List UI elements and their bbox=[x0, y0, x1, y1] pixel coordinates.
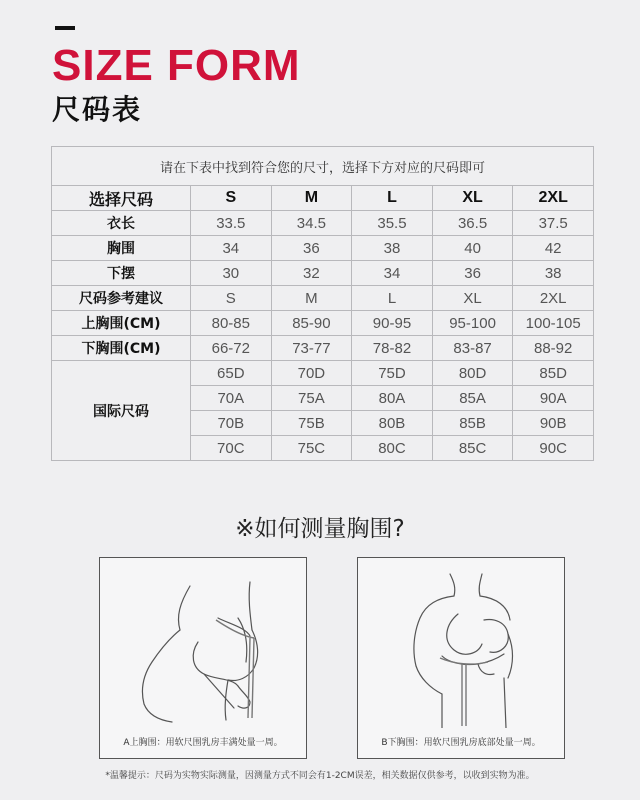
table-cell: 80C bbox=[352, 436, 433, 461]
table-cell: 70B bbox=[191, 411, 272, 436]
page-title-cn: 尺码表 bbox=[52, 93, 143, 126]
table-row bbox=[52, 336, 594, 361]
lower-bust-illustration-panel bbox=[357, 557, 565, 759]
table-cell: 80D bbox=[432, 361, 513, 386]
row-label: 下胸围(CM) bbox=[52, 336, 191, 361]
table-cell: 37.5 bbox=[513, 211, 594, 236]
row-label: 上胸围(CM) bbox=[52, 311, 191, 336]
lower-bust-caption: B下胸围：用软尺围乳房底部处量一周。 bbox=[381, 738, 541, 748]
table-cell: S bbox=[191, 286, 272, 311]
size-header-row bbox=[52, 186, 594, 211]
table-row bbox=[52, 311, 594, 336]
table-cell: 95-100 bbox=[432, 311, 513, 336]
table-cell: 90B bbox=[513, 411, 594, 436]
table-cell: 32 bbox=[271, 261, 352, 286]
table-cell: 38 bbox=[513, 261, 594, 286]
notice-row bbox=[52, 147, 594, 186]
size-header-cell: L bbox=[352, 186, 433, 211]
table-cell: 35.5 bbox=[352, 211, 433, 236]
table-cell: 88-92 bbox=[513, 336, 594, 361]
table-cell: 36 bbox=[271, 236, 352, 261]
table-cell: 83-87 bbox=[432, 336, 513, 361]
intl-size-label: 国际尺码 bbox=[52, 361, 191, 461]
table-cell: 85D bbox=[513, 361, 594, 386]
table-cell: 80B bbox=[352, 411, 433, 436]
table-cell: 90C bbox=[513, 436, 594, 461]
table-cell: 75A bbox=[271, 386, 352, 411]
table-cell: 36.5 bbox=[432, 211, 513, 236]
lower-bust-measure-illustration bbox=[358, 558, 564, 728]
row-label: 衣长 bbox=[52, 211, 191, 236]
row-label: 选择尺码 bbox=[52, 186, 191, 211]
table-cell: 80A bbox=[352, 386, 433, 411]
table-cell: L bbox=[352, 286, 433, 311]
upper-bust-measure-illustration bbox=[100, 558, 306, 728]
size-header-cell: XL bbox=[432, 186, 513, 211]
size-header-cell: 2XL bbox=[513, 186, 594, 211]
table-cell: M bbox=[271, 286, 352, 311]
upper-bust-illustration-panel bbox=[99, 557, 307, 759]
table-cell: 66-72 bbox=[191, 336, 272, 361]
size-header-cell: M bbox=[271, 186, 352, 211]
table-cell: 80-85 bbox=[191, 311, 272, 336]
table-cell: 40 bbox=[432, 236, 513, 261]
table-row bbox=[52, 211, 594, 236]
page-title-en: SIZE FORM bbox=[52, 41, 301, 90]
title-dash bbox=[55, 26, 75, 30]
size-table bbox=[51, 146, 594, 461]
table-cell: 75C bbox=[271, 436, 352, 461]
table-cell: 34 bbox=[352, 261, 433, 286]
upper-bust-caption: A上胸围：用软尺围乳房丰满处量一周。 bbox=[123, 738, 283, 748]
row-label: 胸围 bbox=[52, 236, 191, 261]
table-cell: 34 bbox=[191, 236, 272, 261]
table-cell: 85-90 bbox=[271, 311, 352, 336]
table-row bbox=[52, 236, 594, 261]
table-cell: 85A bbox=[432, 386, 513, 411]
table-row bbox=[52, 361, 594, 386]
table-cell: 36 bbox=[432, 261, 513, 286]
table-cell: 73-77 bbox=[271, 336, 352, 361]
table-cell: 90-95 bbox=[352, 311, 433, 336]
table-cell: XL bbox=[432, 286, 513, 311]
table-cell: 70A bbox=[191, 386, 272, 411]
table-cell: 85C bbox=[432, 436, 513, 461]
size-header-cell: S bbox=[191, 186, 272, 211]
table-cell: 70C bbox=[191, 436, 272, 461]
table-cell: 65D bbox=[191, 361, 272, 386]
table-cell: 75B bbox=[271, 411, 352, 436]
table-cell: 100-105 bbox=[513, 311, 594, 336]
table-cell: 78-82 bbox=[352, 336, 433, 361]
table-row bbox=[52, 286, 594, 311]
table-notice: 请在下表中找到符合您的尺寸，选择下方对应的尺码即可 bbox=[52, 147, 594, 186]
table-cell: 75D bbox=[352, 361, 433, 386]
table-cell: 70D bbox=[271, 361, 352, 386]
row-label: 尺码参考建议 bbox=[52, 286, 191, 311]
row-label: 下摆 bbox=[52, 261, 191, 286]
table-cell: 38 bbox=[352, 236, 433, 261]
table-cell: 42 bbox=[513, 236, 594, 261]
howto-title: ※如何测量胸围? bbox=[235, 516, 405, 542]
table-cell: 33.5 bbox=[191, 211, 272, 236]
footnote: *温馨提示：尺码为实物实际测量，因测量方式不同会有1-2CM误差，相关数据仅供参考，以收到实物为准。 bbox=[105, 771, 535, 781]
table-cell: 34.5 bbox=[271, 211, 352, 236]
table-cell: 2XL bbox=[513, 286, 594, 311]
table-cell: 85B bbox=[432, 411, 513, 436]
table-cell: 90A bbox=[513, 386, 594, 411]
table-row bbox=[52, 261, 594, 286]
table-cell: 30 bbox=[191, 261, 272, 286]
